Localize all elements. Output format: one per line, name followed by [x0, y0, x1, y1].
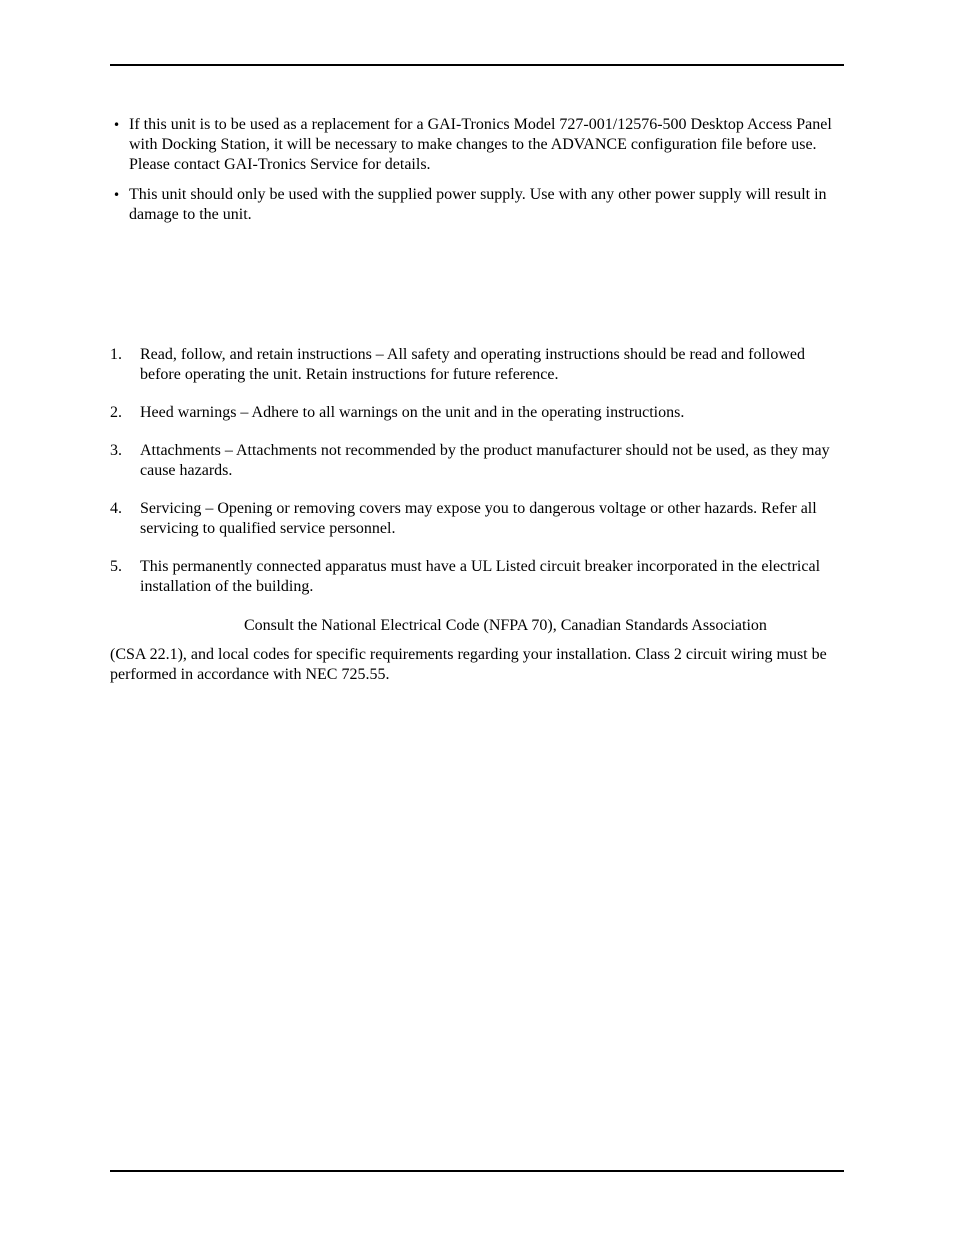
code-note-continuation: (CSA 22.1), and local codes for specific requirements regarding your installation. Class 2 circuit wiring must be performed in accordance with NEC 725.55. — [110, 646, 827, 683]
instruction-text: Attachments – Attachments not recommended by the product manufacturer should not be used, as they may cause hazards. — [140, 442, 830, 479]
bullet-marker: • — [113, 118, 121, 132]
instruction-item-1 — [110, 345, 844, 385]
instruction-number: 4. — [110, 500, 122, 517]
instruction-text: Heed warnings – Adhere to all warnings on the unit and in the operating instructions. — [140, 404, 685, 421]
bullet-item-power-supply — [110, 185, 844, 225]
bullet-text: If this unit is to be used as a replacement for a GAI-Tronics Model 727-001/12576-500 Desktop Access Panel with Docking Station, it will be necessary to make changes to the ADVANCE configuration file before use. Please contact GAI-Tronics Service for details. — [129, 116, 832, 173]
instruction-number: 1. — [110, 346, 122, 363]
code-note-first-line: Consult the National Electrical Code (NFPA 70), Canadian Standards Association — [244, 617, 767, 634]
bullet-item-replacement — [110, 115, 844, 175]
header-rule — [110, 64, 844, 66]
footer-rule — [110, 1170, 844, 1172]
bullet-text: This unit should only be used with the supplied power supply. Use with any other power supply will result in damage to the unit. — [129, 186, 827, 223]
instruction-text: Read, follow, and retain instructions – All safety and operating instructions should be read and followed before operating the unit. Retain instructions for future reference. — [140, 346, 806, 383]
instruction-item-4 — [110, 499, 844, 539]
instruction-item-5 — [110, 557, 844, 597]
bullet-marker: • — [113, 188, 121, 202]
instruction-text: This permanently connected apparatus must have a UL Listed circuit breaker incorporated in the electrical installation of the building. — [140, 558, 821, 595]
instruction-number: 2. — [110, 404, 122, 421]
instruction-number: 3. — [110, 442, 122, 459]
instruction-item-3 — [110, 441, 844, 481]
instruction-number: 5. — [110, 558, 122, 575]
instruction-text: Servicing – Opening or removing covers may expose you to dangerous voltage or other hazards. Refer all servicing to qualified service personnel. — [140, 500, 817, 537]
instruction-item-2 — [110, 403, 844, 423]
